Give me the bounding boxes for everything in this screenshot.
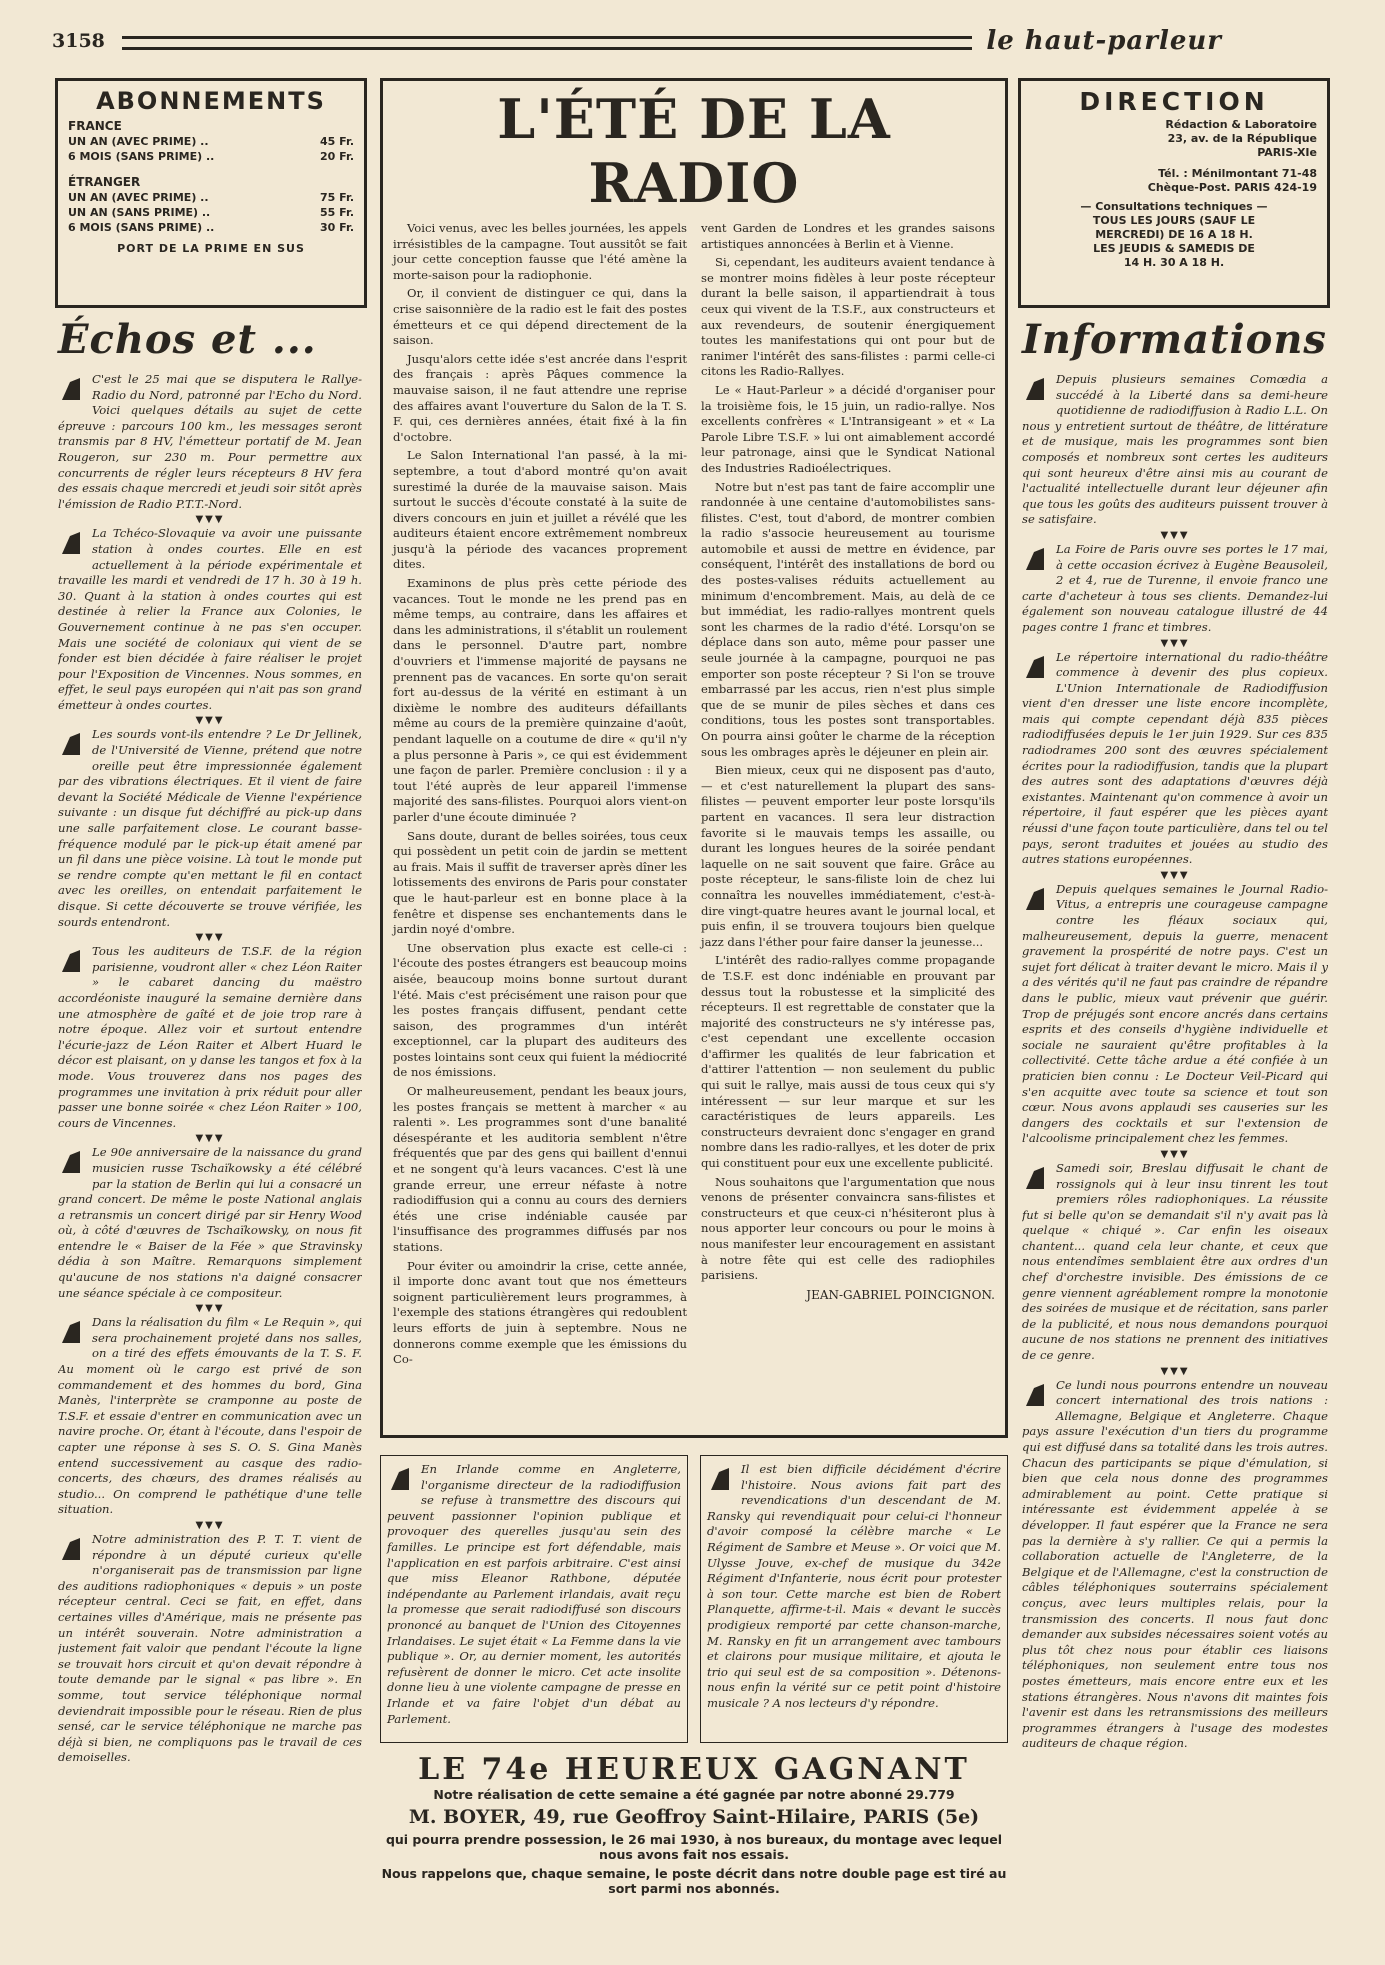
header-rule bbox=[122, 36, 972, 50]
loudspeaker-icon bbox=[58, 1534, 86, 1564]
article-signature: JEAN-GABRIEL POINCIGNON. bbox=[806, 1287, 995, 1302]
article-column-2: vent Garden de Londres et les grandes saisons artistiques annoncées à Berlin et à Vienne. Si, cependant, les auditeurs avaient tendance à se montrer moins fidèles à leur poste récepteur durant la belle saison, il appartiendrait à tous ceux qui vivent de la T.S.F., aux constructeurs et aux revendeurs, de soutenir énergiquement toutes les manifestations qui ont pour but de ranimer l'intérêt des sans-filistes : parmi celle-ci citons les Radio-Rallyes. Le « Haut-Parleur » a décidé d'organiser pour la troisième fois, le 15 juin, un radio-rallye. Nos excellents confrères « L'Intransigeant » et « La Parole Libre T.S.F. » lui ont aimablement accordé leur patronage, ainsi que le Syndicat National des Industries Radioélectriques. Notre but n'est pas tant de faire accomplir une randonnée à une centaine d'automobilistes sans-filistes. C'est, tout d'abord, de montrer combien la radio s'associe heureusement au tourisme automobile et aussi de mettre en évidence, par conséquent, l'intérêt des installations de bord ou des postes-valises réduits actuellement au minimum d'encombrement. Mais, au delà de ce but immédiat, les radio-rallyes montrent quels sont les charmes de la radio d'été. Lorsqu'on se déplace dans son auto, même pour passer une seule journée à la campagne, pourquoi ne pas emporter son poste récepteur ? Si l'on se trouve embarrassé par les accus, rien n'est plus simple que de se munir de piles sèches et dans ces conditions, tous les postes sont transportables. On pourra ainsi goûter le charme de la réception sous les ombrages après le déjeuner en plein air. Bien mieux, ceux qui ne disposent pas d'auto, — et c'est naturellement la plupart des sans-filistes — peuvent emporter leur poste lorsqu'ils partent en vacances. Il sera leur distraction favorite si le mauvais temps les assaille, ou durant les longues heures de la soirée pendant laquelle on ne sait souvent que faire. Grâce au poste récepteur, le sans-filiste loin de chez lui connaîtra les nouvelles immédiatement, c'est-à-dire vingt-quatre heures avant le journal local, et puis enfin, il se trouvera toujours bien quelque jazz dans l'éther pour faire danser la jeunesse... L'intérêt des radio-rallyes comme propagande de T.S.F. est donc indéniable en prouvant par dessus tout la robustesse et la simplicité des récepteurs. Il est regrettable de constater que la majorité des constructeurs ne s'y intéresse pas, c'est cependant une excellente occasion d'affirmer les qualités de leur fabrication et d'attirer l'attention — non seulement du public qui suit le rallye, mais aussi de tous ceux qui s'y intéressent — sur leur marque et sur les caractéristiques de leurs appareils. Les constructeurs devraient donc s'engager en grand nombre dans les radio-rallyes, et les doter de prix qui constituent pour eux une excellente publicité. Nous souhaitons que l'argumentation que nous venons de présenter convaincra sans-filistes et constructeurs et que ceux-ci n'hésiteront plus à nous apporter leur concours ou pour le moins à nous manifester leur encouragement en assistant à notre fête qui est celle des radiophiles parisiens. JEAN-GABRIEL POINCIGNON. bbox=[701, 221, 995, 1302]
price-row: 6 MOIS (SANS PRIME) .. 20 Fr. bbox=[68, 150, 354, 163]
gagnant-box bbox=[380, 1752, 1008, 1952]
direction-tel: Tél. : Ménilmontant 71-48 bbox=[1158, 167, 1317, 180]
direction-title: DIRECTION bbox=[1079, 87, 1269, 116]
loudspeaker-icon bbox=[58, 528, 86, 558]
echo-item: C'est le 25 mai que se disputera le Rallye-Radio du Nord, patronné par l'Echo du Nord. Voici quelques détails au sujet de cette épreuve : parcours 100 km., les messages seront transmis par 8 HV, l'émetteur portatif de M. Jean Rougeron, sur 230 m. Pour permettre aux concurrents de régler leurs récepteurs 8 HV fera des essais chaque mercredi et jeudi soir sitôt après l'émission de Radio P.T.T.-Nord. bbox=[58, 372, 362, 511]
informations-column bbox=[1022, 372, 1328, 1962]
direction-consult: — Consultations techniques — bbox=[1080, 200, 1268, 213]
loudspeaker-icon bbox=[58, 946, 86, 976]
separator: ▼▼▼ bbox=[195, 1133, 225, 1145]
loudspeaker-icon bbox=[1022, 544, 1050, 574]
direction-line: Rédaction & Laboratoire bbox=[1165, 118, 1317, 131]
separator: ▼▼▼ bbox=[1160, 869, 1190, 881]
loudspeaker-icon bbox=[1022, 652, 1050, 682]
abonnements-box bbox=[55, 78, 367, 308]
separator: ▼▼▼ bbox=[1160, 1148, 1190, 1160]
price-row: UN AN (SANS PRIME) .. 55 Fr. bbox=[68, 206, 354, 219]
info-item: Depuis plusieurs semaines Comœdia a succédé à la Liberté dans sa demi-heure quotidienne de radiodiffusion à Radio L.L. On nous y entretient surtout de théâtre, de littérature et de musique, mais les programmes sont bien composés et nombreux sont certes les auditeurs qui sont heureux d'être ainsi mis au courant de l'actualité intellectuelle durant leur déjeuner afin que tous les goûts des auditeurs puissent trouver à se satisfaire. bbox=[1022, 372, 1328, 527]
separator: ▼▼▼ bbox=[195, 514, 225, 526]
winner-name: M. BOYER, 49, rue Geoffroy Saint-Hilaire, PARIS (5e) bbox=[408, 1806, 980, 1828]
journal-title: le haut-parleur bbox=[986, 26, 1222, 56]
info-item: Samedi soir, Breslau diffusait le chant de rossignols qui à leur insu tinrent les tout premiers rôles radiophoniques. La réussite fut si belle qu'on se demandait s'il n'y avait pas là quelque « chiqué ». Car enfin les oiseaux chantent... quand cela leur chante, et ceux que nous entendîmes semblaient être aux ordres d'un chef d'orchestre invisible. Des émissions de ce genre viennent agréablement rompre la monotonie des soirées de musique et de récitation, sans parler de la publicité, et nous nous demandons pourquoi aucune de nos stations ne prennent des initiatives de ce genre. bbox=[1022, 1160, 1328, 1363]
direction-hours: MERCREDI) DE 16 A 18 H. bbox=[1095, 228, 1253, 241]
informations-title: Informations bbox=[1022, 316, 1327, 363]
echo-item: Les sourds vont-ils entendre ? Le Dr Jellinek, de l'Université de Vienne, prétend que notre oreille peut être impressionnée également par des vibrations électriques. Et il vient de faire devant la Société Médicale de Vienne l'expérience suivante : un disque fut déchiffré au pick-up dans une salle parfaitement close. Le courant basse-fréquence modulé par le pick-up était amené par un fil dans une pièce voisine. Là tout le monde put se rendre compte qu'en mettant le fil en contact avec les oreilles, on entendait parfaitement le disque. Si cette découverte se trouve vérifiée, les sourds entendront. bbox=[58, 727, 362, 929]
ireland-item: En Irlande comme en Angleterre, l'organisme directeur de la radiodiffusion se refuse à transmettre des discours qui peuvent passionner l'opinion publique et provoquer des querelles jusqu'au sein des familles. Le principe est fort défendable, mais l'application en est parfois arbitraire. C'est ainsi que miss Eleanor Rathbone, députée indépendante au Parlement irlandais, avait reçu la promesse que serait radiodiffusé son discours prononcé au banquet de l'Union des Citoyennes Irlandaises. Le sujet était « La Femme dans la vie publique ». Or, au dernier moment, les autorités refusèrent de donner le micro. Cet acte insolite donne lieu à une violente campagne de presse en Irlande et va faire l'objet d'un débat au Parlement. bbox=[380, 1455, 688, 1743]
direction-hours: 14 H. 30 A 18 H. bbox=[1123, 256, 1225, 269]
loudspeaker-icon bbox=[58, 1147, 86, 1177]
loudspeaker-icon bbox=[58, 1317, 86, 1347]
info-item: Le répertoire international du radio-théâtre commence à devenir des plus copieux. L'Union Internationale de Radiodiffusion vient d'en dresser une liste encore incomplète, mais qui compte cependant déjà 835 pièces radiodiffusées depuis le 1er juin 1929. Sur ces 835 radiodrames 200 sont des œuvres spécialement écrites pour la radiodiffusion, tandis que la plupart des autres sont des adaptations d'œuvres déjà existantes. Maintenant qu'on commence à avoir un répertoire, il faut espérer que les pièces ayant réussi d'une façon toute particulière, dans tel ou tel pays, seront traduites et jouées au studio des autres stations européennes. bbox=[1022, 649, 1328, 867]
price-row: UN AN (AVEC PRIME) .. 75 Fr. bbox=[68, 191, 354, 204]
separator: ▼▼▼ bbox=[195, 1303, 225, 1315]
echos-column bbox=[58, 372, 362, 1962]
info-item: La Foire de Paris ouvre ses portes le 17 mai, à cette occasion écrivez à Eugène Beausoleil, 2 et 4, rue de Turenne, il envoie franco une carte d'acheteur à tous ses clients. Demandez-lui également son nouveau catalogue illustré de 44 pages contre 1 franc et timbres. bbox=[1022, 541, 1328, 634]
direction-line: 23, av. de la République bbox=[1167, 132, 1317, 145]
etranger-heading: ÉTRANGER bbox=[68, 175, 141, 189]
gagnant-line: Notre réalisation de cette semaine a été gagnée par notre abonné 29.779 bbox=[433, 1787, 955, 1802]
loudspeaker-icon bbox=[387, 1464, 415, 1494]
abonnements-footer: PORT DE LA PRIME EN SUS bbox=[117, 242, 305, 255]
echo-item: La Tchéco-Slovaquie va avoir une puissante station à ondes courtes. Elle en est actuellement à la période expérimentale et travaille les mardi et vendredi de 17 h. 30 à 19 h. 30. Quant à la station à ondes courtes qui est destinée à relier la France aux Colonies, le Gouvernement continue à ne pas s'en occuper. Mais une société de coloniaux qui vient de se fonder est bien décidée à faire réaliser le projet pour l'Exposition de Vincennes. Nous sommes, en effet, le seul pays européen qui n'ait pas son grand émetteur à ondes courtes. bbox=[58, 526, 362, 712]
loudspeaker-icon bbox=[707, 1464, 735, 1494]
separator: ▼▼▼ bbox=[1160, 637, 1190, 649]
separator: ▼▼▼ bbox=[1160, 1365, 1190, 1377]
price-row: 6 MOIS (SANS PRIME) .. 30 Fr. bbox=[68, 221, 354, 234]
loudspeaker-icon bbox=[58, 374, 86, 404]
direction-cheque: Chèque-Post. PARIS 424-19 bbox=[1147, 181, 1317, 194]
echo-item: Dans la réalisation du film « Le Requin », qui sera prochainement projeté dans nos salles, on a tiré des effets émouvants de la T. S. F. Au moment où le cargo est privé de son commandement et des hommes du bord, Gina Manès, l'interprète se cramponne au poste de T.S.F. et essaie d'entrer en communication avec un navire proche. Or, étant à l'écoute, dans l'espoir de capter une réponse à ses S. O. S. Gina Manès entend successivement au casque des radio-concerts, des chœurs, des drames réalisés au studio... On comprend le pathétique d'une telle situation. bbox=[58, 1315, 362, 1517]
loudspeaker-icon bbox=[58, 729, 86, 759]
page-number: 3158 bbox=[52, 30, 105, 52]
echo-item: Notre administration des P. T. T. vient de répondre à un député curieux qu'elle n'organiserait pas de transmission par ligne des auditions radiophoniques « depuis » un poste récepteur central. Ceci se fait, en effet, dans certaines villes d'Amérique, mais ne présente pas un intérêt souverain. Notre administration a justement fait valoir que pendant l'écoute la ligne se trouvait hors circuit et qu'on devait répondre à toute demande par le signal « pas libre ». En somme, tout service téléphonique normal deviendrait impossible pour le réseau. Rien de plus sensé, car le service téléphonique ne marche pas déjà si bien, ne compliquons pas le travail de ces demoiselles. bbox=[58, 1531, 362, 1765]
echo-item: Tous les auditeurs de T.S.F. de la région parisienne, voudront aller « chez Léon Raiter » le cabaret dancing du maëstro accordéoniste inauguré la semaine dernière dans une atmosphère de gaîté et de joie trop rare à notre époque. Allez voir et surtout entendre l'écurie-jazz de Léon Raiter et Albert Huard le décor est plaisant, on y danse les tangos et fox à la mode. Vous trouverez dans nos pages des programmes une invitation à prix réduit pour aller passer une bonne soirée « chez Léon Raiter » 100, cours de Vincennes. bbox=[58, 944, 362, 1130]
direction-box bbox=[1018, 78, 1330, 308]
info-item: Ce lundi nous pourrons entendre un nouveau concert international des trois nations : Allemagne, Belgique et Angleterre. Chaque pays assure l'exécution d'un tiers du programme qui est diffusé dans sa totalité dans les trois autres. Chacun des participants se pique d'émulation, si bien que cela nous donne des programmes admirablement au point. Cette pratique si intéressante est évidemment appelée à se développer. Il faut espérer que la France ne sera pas la dernière à s'y rallier. Ce qui a permis la collaboration actuelle de l'Angleterre, de la Belgique et de l'Allemagne, c'est la construction de câbles téléphoniques souterrains spécialement conçus, avec leurs multiples relais, pour la transmission des concerts. Il nous faut donc demander aux subsides nécessaires soient votés au plus tôt chez nous pour établir ces liaisons téléphoniques, non seulement entre tous nos postes émetteurs, mais encore entre eux et les stations étrangères. Nous n'avons dit maintes fois l'avenir est dans les retransmissions des meilleurs programmes étrangers à l'usage des modestes auditeurs de chaque région. bbox=[1022, 1377, 1328, 1751]
info-item: Depuis quelques semaines le Journal Radio-Vitus, a entrepris une courageuse campagne contre les fléaux sociaux qui, malheureusement, depuis la guerre, menacent gravement la prospérité de notre pays. C'est un sujet fort délicat à traiter devant le micro. Mais il y a des vérités qu'il ne faut pas craindre de répandre dans le public, mieux vaut prévenir que guérir. Trop de préjugés sont encore ancrés dans certains esprits et des conseils d'hygiène individuelle et sociale ne sauraient qu'être profitables à la collectivité. Cette tâche ardue a été confiée à un praticien bien connu : Le Docteur Veil-Picard qui s'en acquitte avec toute sa science et tout son cœur. Nous avons applaudi ses causeries sur les dangers des cocktails et sur l'extension de l'alcoolisme principalement chez les femmes. bbox=[1022, 881, 1328, 1146]
separator: ▼▼▼ bbox=[195, 715, 225, 727]
page-header bbox=[52, 22, 1222, 62]
loudspeaker-icon bbox=[1022, 884, 1050, 914]
abonnements-title: ABONNEMENTS bbox=[96, 87, 326, 115]
main-article bbox=[380, 78, 1008, 1438]
direction-hours: TOUS LES JOURS (SAUF LE bbox=[1092, 214, 1256, 227]
article-column-1: Voici venus, avec les belles journées, les appels irrésistibles de la campagne. Tout aussitôt se fait jour cette conception fausse que l'été amène la morte-saison pour la radiophonie. Or, il convient de distinguer ce qui, dans la crise saisonnière de la radio est le fait des postes émetteurs et ce qui dépend directement de la saison. Jusqu'alors cette idée s'est ancrée dans l'esprit des français : après Pâques commence la mauvaise saison, il ne faut attendre une reprise des affaires avant l'ouverture du Salon de la T. S. F. qui, ces dernières années, était fixé à la fin d'octobre. Le Salon International l'an passé, à la mi-septembre, a tout d'abord montré qu'on avait surestimé la durée de la mauvaise saison. Mais surtout le succès d'écoute constaté à la suite de divers concours en juin et juillet a révélé que les auditeurs étaient encore extrêmement nombreux jusqu'à la période des vacances proprement dites. Examinons de plus près cette période des vacances. Tout le monde ne les prend pas en même temps, au contraire, dans les affaires et dans les administrations, il s'établit un roulement dans le personnel. D'autre part, nombre d'ouvriers et l'immense majorité de paysans ne prennent pas de vacances. En sorte qu'on serait fort au-dessus de la vérité en estimant à un dixième le nombre des auditeurs défaillants même au cours de la première quinzaine d'août, pendant laquelle on a coutume de dire « qu'il n'y a plus personne à Paris », ce qui est évidemment une façon de parler. Première conclusion : il y a tout l'été auprès de leur appareil l'immense majorité des sans-filistes. Pourquoi alors vient-on parler d'une écoute diminuée ? Sans doute, durant de belles soirées, tous ceux qui possèdent un petit coin de jardin se mettent au frais. Mais il suffit de traverser après dîner les lotissements des environs de Paris pour constater que le haut-parleur est en bonne place à la fenêtre et dispense ses enchantements dans le jardin noyé d'ombre. Une observation plus exacte est celle-ci : l'écoute des postes étrangers est beaucoup moins aisée, beaucoup moins bonne surtout durant l'été. Mais c'est précisément une raison pour que les postes français diffusent, pendant cette saison, des programmes d'un intérêt exceptionnel, car la plupart des auditeurs des postes lointains sont ceux qui fuient la médiocrité de nos émissions. Or malheureusement, pendant les beaux jours, les postes français se mettent à marcher « au ralenti ». Les programmes sont d'une banalité désespérante et les auditoria semblent n'être fréquentés que par des gens qui baillent d'ennui et ne songent qu'à leurs vacances. C'est là une grande erreur, une erreur néfaste à notre radiodiffusion qui a connu au cours des derniers étés une crise indéniable causée par l'insuffisance des programmes diffusés par nos stations. Pour éviter ou amoindrir la crise, cette année, il importe donc avant tout que nos émetteurs soignent particulièrement leurs programmes, à l'exemple des stations étrangères qui redoublent leurs efforts de juin à septembre. Nous ne donnerons comme exemple que les émissions du Co- bbox=[393, 221, 687, 1367]
loudspeaker-icon bbox=[1022, 1380, 1050, 1410]
separator: ▼▼▼ bbox=[1160, 529, 1190, 541]
direction-line: PARIS-XIe bbox=[1257, 146, 1317, 159]
separator: ▼▼▼ bbox=[195, 932, 225, 944]
direction-hours: LES JEUDIS & SAMEDIS DE bbox=[1093, 242, 1255, 255]
loudspeaker-icon bbox=[1022, 1163, 1050, 1193]
sambre-meuse-item: Il est bien difficile décidément d'écrire l'histoire. Nous avions fait part des revendications d'un descendant de M. Ransky qui revendiquait pour celui-ci l'honneur d'avoir composé la célèbre marche « Le Régiment de Sambre et Meuse ». Or voici que M. Ulysse Jouve, ex-chef de musique du 342e Régiment d'Infanterie, nous écrit pour protester à son tour. Cette marche est bien de Robert Planquette, affirme-t-il. Mais « devant le succès prodigieux remporté par cette chanson-marche, M. Ransky en fit un arrangement avec tambours et clairons pour musique militaire, et ajouta le trio qui seul est de sa composition ». Détenons-nous enfin la vérité sur ce petit point d'histoire musicale ? A nos lecteurs d'y répondre. bbox=[700, 1455, 1008, 1743]
echo-item: Le 90e anniversaire de la naissance du grand musicien russe Tschaïkowsky a été célébré par la station de Berlin qui lui a consacré un grand concert. De même le poste National anglais a retransmis un concert dirigé par sir Henry Wood où, à côté d'œuvres de Tschaïkowsky, on nous fit entendre le « Baiser de la Fée » que Stravinsky dédia à son Maître. Remarquons simplement qu'aucune de nos stations n'a daigné consacrer une séance spéciale à ce compositeur. bbox=[58, 1145, 362, 1300]
echos-title: Échos et ... bbox=[58, 316, 317, 363]
france-heading: FRANCE bbox=[68, 119, 122, 133]
gagnant-line: qui pourra prendre possession, le 26 mai 1930, à nos bureaux, du montage avec lequel nous avons fait nos essais. bbox=[385, 1832, 1003, 1862]
gagnant-title: LE 74e HEUREUX GAGNANT bbox=[418, 1752, 970, 1787]
separator: ▼▼▼ bbox=[195, 1519, 225, 1531]
gagnant-line: Nous rappelons que, chaque semaine, le poste décrit dans notre double page est tiré au sort parmi nos abonnés. bbox=[381, 1866, 1007, 1896]
article-title: L'ÉTÉ DE LA RADIO bbox=[497, 87, 891, 215]
price-row: UN AN (AVEC PRIME) .. 45 Fr. bbox=[68, 135, 354, 148]
loudspeaker-icon bbox=[1022, 374, 1050, 404]
